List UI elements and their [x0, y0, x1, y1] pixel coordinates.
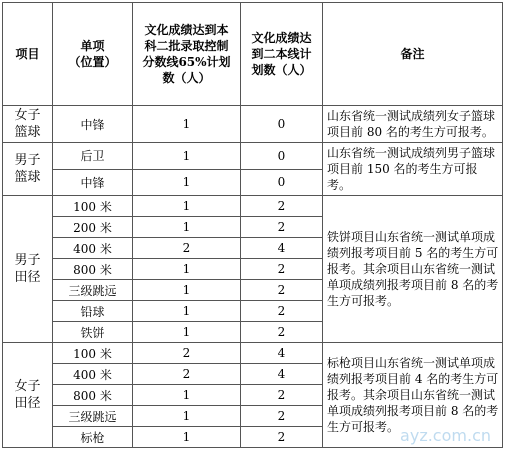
quota65-cell: 1	[133, 280, 241, 301]
remark-cell: 标枪项目山东省统一测试单项成绩列报考项目前 4 名的考生方可报考。其余项目山东省统一测试单项成绩列报考项目前 8 名的考生方可报考。	[323, 343, 503, 448]
quota2-cell: 2	[241, 427, 323, 448]
quota2-cell: 2	[241, 301, 323, 322]
item-cell: 800 米	[53, 385, 133, 406]
table-body	[3, 106, 503, 448]
item-cell: 中锋	[53, 169, 133, 196]
quota2-cell: 0	[241, 143, 323, 170]
item-cell: 三级跳远	[53, 280, 133, 301]
quota2-cell: 0	[241, 106, 323, 143]
quota65-cell: 2	[133, 343, 241, 364]
quota65-cell: 1	[133, 322, 241, 343]
item-cell: 中锋	[53, 106, 133, 143]
quota2-cell: 2	[241, 196, 323, 217]
admission-quota-table	[2, 2, 503, 448]
quota65-cell: 1	[133, 143, 241, 170]
project-cell: 女子 田径	[3, 343, 53, 448]
item-cell: 铅球	[53, 301, 133, 322]
item-cell: 标枪	[53, 427, 133, 448]
header-quota2: 文化成绩达到二本线计划数（人）	[241, 3, 323, 106]
item-cell: 800 米	[53, 259, 133, 280]
item-cell: 100 米	[53, 343, 133, 364]
quota65-cell: 1	[133, 385, 241, 406]
quota65-cell: 1	[133, 217, 241, 238]
header-single: 单项 （位置）	[53, 3, 133, 106]
quota2-cell: 2	[241, 259, 323, 280]
quota65-cell: 1	[133, 169, 241, 196]
quota2-cell: 2	[241, 322, 323, 343]
quota65-cell: 1	[133, 106, 241, 143]
quota2-cell: 4	[241, 343, 323, 364]
item-cell: 三级跳远	[53, 406, 133, 427]
project-cell: 男子 篮球	[3, 143, 53, 196]
header-project: 项目	[3, 3, 53, 106]
quota2-cell: 4	[241, 364, 323, 385]
project-cell: 男子 田径	[3, 196, 53, 343]
table-row	[3, 106, 503, 143]
watermark: ayz.com.cn	[400, 426, 491, 445]
quota2-cell: 2	[241, 217, 323, 238]
quota65-cell: 1	[133, 427, 241, 448]
table-row	[3, 196, 503, 217]
remark-cell: 铁饼项目山东省统一测试单项成绩列报考项目前 5 名的考生方可报考。其余项目山东省统一测试单项成绩列报考项目前 8 名的考生方可报考。	[323, 196, 503, 343]
item-cell: 100 米	[53, 196, 133, 217]
quota2-cell: 2	[241, 406, 323, 427]
quota2-cell: 0	[241, 169, 323, 196]
table-row	[3, 143, 503, 170]
item-cell: 400 米	[53, 238, 133, 259]
quota2-cell: 2	[241, 385, 323, 406]
quota65-cell: 1	[133, 301, 241, 322]
remark-cell: 山东省统一测试成绩列男子篮球项目前 150 名的考生方可报考。	[323, 143, 503, 196]
item-cell: 铁饼	[53, 322, 133, 343]
item-cell: 400 米	[53, 364, 133, 385]
header-remark: 备注	[323, 3, 503, 106]
table-row	[3, 343, 503, 364]
remark-cell: 山东省统一测试成绩列女子篮球项目前 80 名的考生方可报考。	[323, 106, 503, 143]
item-cell: 200 米	[53, 217, 133, 238]
quota65-cell: 1	[133, 406, 241, 427]
item-cell: 后卫	[53, 143, 133, 170]
project-cell: 女子 篮球	[3, 106, 53, 143]
quota65-cell: 1	[133, 259, 241, 280]
quota2-cell: 4	[241, 238, 323, 259]
header-quota65: 文化成绩达到本科二批录取控制分数线65%计划数（人）	[133, 3, 241, 106]
quota65-cell: 2	[133, 364, 241, 385]
quota65-cell: 2	[133, 238, 241, 259]
quota65-cell: 1	[133, 196, 241, 217]
quota2-cell: 2	[241, 280, 323, 301]
